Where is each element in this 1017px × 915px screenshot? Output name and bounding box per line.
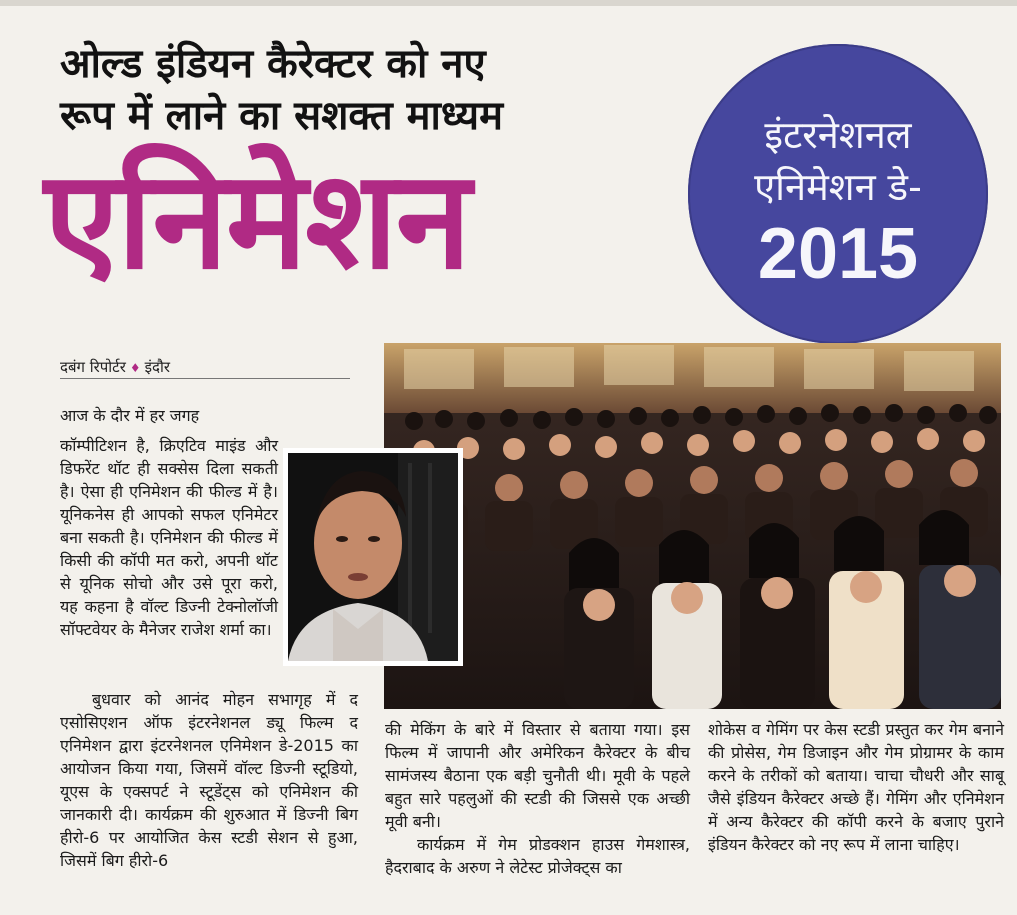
para1-line1: आज के दौर में हर जगह xyxy=(60,406,200,425)
badge-line-2: एनिमेशन डे- xyxy=(754,165,922,209)
audience-photo xyxy=(384,343,1001,709)
byline xyxy=(60,356,350,379)
subheadline-line-2: रूप में लाने का सशक्त माध्यम xyxy=(60,93,504,139)
speaker-photo xyxy=(283,448,463,666)
badge-year: 2015 xyxy=(757,214,919,294)
article-paragraph-2: बुधवार को आनंद मोहन सभागृह में द एसोसिएशन ऑफ इंटरनेशनल ड्यू फिल्म द एनिमेशन द्वारा इंटरनेशनल एनिमेशन डे-2015 का आयोजन किया गया, जिसमें वॉल्ट डिज्नी स्टूडियो, यूएस के एक्सपर्ट ने स्टूडेंट्स को एनिमेशन की जानकारी दी। कार्यक्रम की शुरुआत में डिज्नी बिग हीरो-6 पर आयोजित केस स्टडी सेशन से हुआ, जिसमें बिग हीरो-6 xyxy=(60,690,358,870)
article-paragraph-5: शोकेस व गेमिंग पर केस स्टडी प्रस्तुत कर गेम बनाने की प्रोसेस, गेम डिजाइन और गेम प्रोग्रामर के काम करने के तरीकों को बताया। चाचा चौधरी और साबू जैसे इंडियन कैरेक्टर अच्छे हैं। गेमिंग और एनिमेशन में अन्य कैरेक्टर की कॉपी करने के बजाए पुराने इंडियन कैरेक्टर को नए रूप में लाना चाहिए। xyxy=(708,720,1004,854)
article-column-2 xyxy=(385,718,690,879)
page-top-edge xyxy=(0,0,1017,6)
article-paragraph-3: की मेकिंग के बारे में विस्तार से बताया गया। इस फिल्म में जापानी और अमेरिकन कैरेक्टर के बीच सामंजस्य बैठाना एक बड़ी चुनौती थी। मूवी के पहले बहुत सारे पहलुओं की स्टडी की जिससे एक अच्छी मूवी बनी। xyxy=(385,720,690,831)
article-column-1-bottom xyxy=(60,688,358,872)
speaker-photo-illustration xyxy=(288,453,458,661)
subheadline-line-1: ओल्ड इंडियन कैरेक्टर को नए xyxy=(60,41,486,87)
byline-reporter: दबंग रिपोर्टर xyxy=(60,358,126,376)
byline-location: इंदौर xyxy=(144,358,170,376)
badge-line-1: इंटरनेशनल xyxy=(764,113,912,157)
event-badge xyxy=(688,44,988,344)
article-paragraph-4: कार्यक्रम में गेम प्रोडक्शन हाउस गेमशास्त्र, हैदराबाद के अरुण ने लेटेस्ट प्रोजेक्ट्स का xyxy=(385,835,690,877)
article-paragraph-1: कॉम्पीटिशन है, क्रिएटिव माइंड और डिफरेंट थॉट ही सक्सेस दिला सकती है। ऐसा ही एनिमेशन की फील्ड में है। यूनिकनेस ही आपको सफल एनिमेटर बना सकती है। एनिमेशन की फील्ड में किसी की कॉपी मत करो, अपनी थॉट से यूनिक सोचो और उसे पूरा करो, यह कहना है वॉल्ट डिज्नी टेक्नोलॉजी सॉफ्टवेयर के मैनेजर राजेश शर्मा का। xyxy=(60,436,278,639)
article-column-3 xyxy=(708,718,1004,856)
article-column-1 xyxy=(60,434,278,641)
article-para1-first-line xyxy=(60,404,278,427)
audience-photo-illustration xyxy=(384,343,1001,709)
main-headline: एनिमेशन xyxy=(44,142,470,300)
byline-diamond-icon: ♦ xyxy=(129,361,141,375)
